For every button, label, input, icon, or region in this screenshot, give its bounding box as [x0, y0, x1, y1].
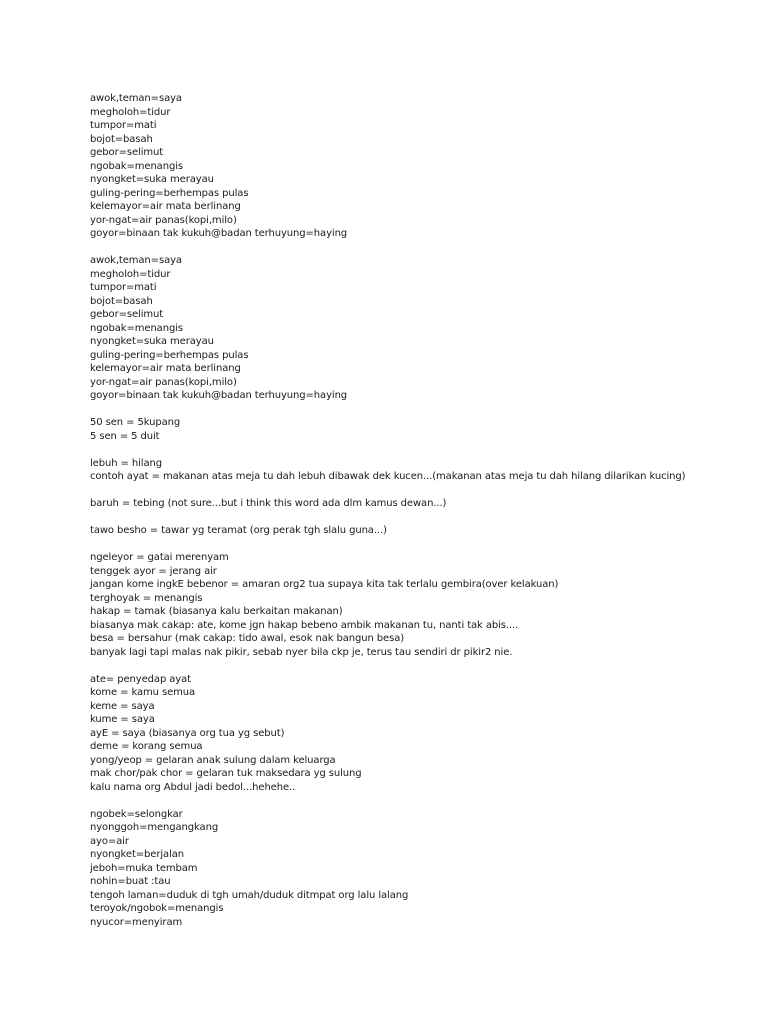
document-text: [90, 92, 750, 943]
text-line: guling-pering=berhempas pulas: [90, 349, 249, 361]
text-line: yong/yeop = gelaran anak sulung dalam keluarga: [90, 754, 336, 766]
text-line: baruh = tebing (not sure...but i think this word ada dlm kamus dewan...): [90, 498, 447, 509]
text-line: nyonggoh=mengangkang: [90, 822, 219, 833]
text-line: megholoh=tidur: [90, 106, 171, 118]
text-block: [90, 254, 750, 403]
text-line: awok,teman=saya: [90, 93, 182, 104]
text-block: [90, 92, 750, 241]
text-block: [90, 808, 750, 930]
text-line: ayo=air: [90, 835, 129, 847]
text-line: nyongket=suka merayau: [90, 336, 214, 347]
text-line: keme = saya: [90, 700, 155, 712]
text-line: ngobek=selongkar: [90, 808, 183, 820]
text-block: [90, 457, 750, 484]
text-block: [90, 416, 750, 443]
text-line: bojot=basah: [90, 133, 153, 145]
text-line: ngeleyor = gatai merenyam: [90, 552, 229, 563]
text-line: 50 sen = 5kupang: [90, 417, 181, 428]
text-line: nyucor=menyiram: [90, 916, 183, 928]
text-line: tengoh laman=duduk di tgh umah/duduk ditmpat org lalu lalang: [90, 889, 409, 901]
text-line: nyongket=berjalan: [90, 849, 185, 860]
text-line: goyor=binaan tak kukuh@badan terhuyung=haying: [90, 228, 348, 239]
text-line: teroyok/ngobok=menangis: [90, 903, 224, 914]
text-line: jeboh=muka tembam: [90, 862, 198, 874]
text-line: guling-pering=berhempas pulas: [90, 187, 249, 199]
text-line: tenggek ayor = jerang air: [90, 565, 217, 577]
text-line: contoh ayat = makanan atas meja tu dah lebuh dibawak dek kucen...(makanan atas meja tu dah hilang dilarikan kucing): [90, 471, 686, 482]
text-line: terghoyak = menangis: [90, 592, 203, 604]
text-line: jangan kome ingkE bebenor = amaran org2 tua supaya kita tak terlalu gembira(over kelakuan): [90, 579, 559, 590]
text-line: hakap = tamak (biasanya kalu berkaitan makanan): [90, 606, 343, 617]
text-line: awok,teman=saya: [90, 255, 182, 266]
text-line: bojot=basah: [90, 295, 153, 307]
text-line: nyongket=suka merayau: [90, 174, 214, 185]
text-line: yor-ngat=air panas(kopi,milo): [90, 214, 237, 226]
text-block: [90, 524, 750, 538]
text-line: goyor=binaan tak kukuh@badan terhuyung=haying: [90, 390, 348, 401]
text-block: [90, 673, 750, 795]
text-line: mak chor/pak chor = gelaran tuk maksedara yg sulung: [90, 768, 362, 779]
text-line: yor-ngat=air panas(kopi,milo): [90, 376, 237, 388]
text-line: nohin=buat :tau: [90, 876, 171, 887]
text-line: lebuh = hilang: [90, 457, 162, 469]
text-line: tumpor=mati: [90, 120, 157, 131]
text-line: kelemayor=air mata berlinang: [90, 363, 241, 374]
text-line: kelemayor=air mata berlinang: [90, 201, 241, 212]
text-block: [90, 551, 750, 659]
text-line: ayE = saya (biasanya org tua yg sebut): [90, 727, 285, 739]
text-line: ngobak=menangis: [90, 322, 183, 334]
text-block: [90, 497, 750, 511]
text-line: deme = korang semua: [90, 741, 203, 752]
text-line: kume = saya: [90, 714, 155, 725]
text-line: gebor=selimut: [90, 309, 164, 320]
text-line: 5 sen = 5 duit: [90, 430, 160, 442]
text-line: tawo besho = tawar yg teramat (org perak tgh slalu guna...): [90, 525, 387, 536]
text-line: banyak lagi tapi malas nak pikir, sebab nyer bila ckp je, terus tau sendiri dr pikir2 nie.: [90, 646, 513, 658]
text-line: megholoh=tidur: [90, 268, 171, 280]
text-line: kalu nama org Abdul jadi bedol...hehehe..: [90, 781, 296, 793]
text-line: biasanya mak cakap: ate, kome jgn hakap bebeno ambik makanan tu, nanti tak abis....: [90, 619, 519, 631]
text-line: ate= penyedap ayat: [90, 673, 191, 685]
text-line: ngobak=menangis: [90, 160, 183, 172]
text-line: besa = bersahur (mak cakap: tido awal, esok nak bangun besa): [90, 633, 405, 644]
text-line: gebor=selimut: [90, 147, 164, 158]
text-line: kome = kamu semua: [90, 687, 196, 698]
text-line: tumpor=mati: [90, 282, 157, 293]
